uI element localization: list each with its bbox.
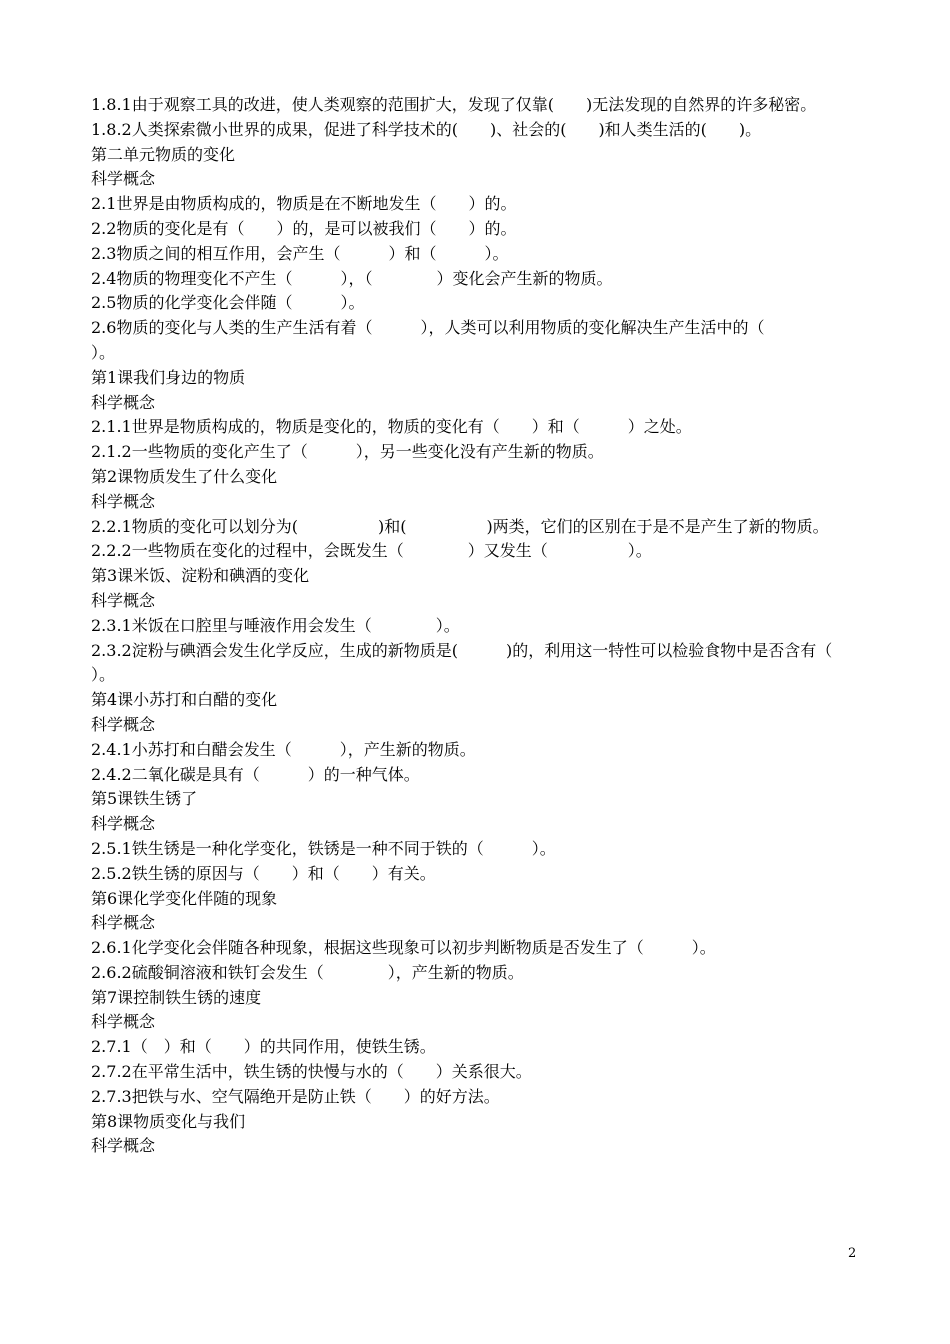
section-label: 科学概念 <box>91 491 156 511</box>
text-line: 2.4物质的物理变化不产生（ ），（ ）变化会产生新的物质。 <box>91 268 613 288</box>
text-line: 2.1.2一些物质的变化产生了（ ），另一些变化没有产生新的物质。 <box>91 442 604 462</box>
lesson-heading: 第5课铁生锈了 <box>91 789 198 809</box>
section-label: 科学概念 <box>91 392 156 412</box>
text-line: 2.2物质的变化是有（ ）的，是可以被我们（ ）的。 <box>91 218 517 238</box>
section-label: 科学概念 <box>91 590 156 610</box>
section-label: 科学概念 <box>91 913 156 933</box>
text-line: 1.8.2人类探索微小世界的成果，促进了科学技术的( )、社会的( )和人类生活的( )。 <box>91 119 762 139</box>
section-label: 科学概念 <box>91 814 156 834</box>
text-line: 2.6.2硫酸铜溶液和铁钉会发生（ ），产生新的物质。 <box>91 962 524 982</box>
text-line: 2.5.1铁生锈是一种化学变化，铁锈是一种不同于铁的（ ）。 <box>91 838 556 858</box>
text-line: 2.5.2铁生锈的原因与（ ）和（ ）有关。 <box>91 863 436 883</box>
text-line: 2.4.2二氧化碳是具有（ ）的一种气体。 <box>91 764 420 784</box>
unit-heading: 第二单元物质的变化 <box>91 144 236 164</box>
lesson-heading: 第4课小苏打和白醋的变化 <box>91 690 278 710</box>
lesson-heading: 第7课控制铁生锈的速度 <box>91 987 262 1007</box>
text-line: 1.8.1由于观察工具的改进，使人类观察的范围扩大，发现了仅靠( )无法发现的自然界的许多秘密。 <box>91 95 817 114</box>
text-line: 2.7.1（ ）和（ ）的共同作用，使铁生锈。 <box>91 1037 436 1057</box>
section-label: 科学概念 <box>91 714 156 734</box>
text-line: 2.2.2一些物质在变化的过程中，会既发生（ ）又发生（ ）。 <box>91 541 652 561</box>
text-line: 2.7.2在平常生活中，铁生锈的快慢与水的（ ）关系很大。 <box>91 1062 532 1082</box>
lesson-heading: 第1课我们身边的物质 <box>91 367 246 387</box>
text-line: 2.1.1世界是物质构成的，物质是变化的，物质的变化有（ ）和（ ）之处。 <box>91 417 692 437</box>
text-line: 2.6.1化学变化会伴随各种现象，根据这些现象可以初步判断物质是否发生了（ ）。 <box>91 938 716 958</box>
lesson-heading: 第3课米饭、淀粉和碘酒的变化 <box>91 566 310 586</box>
text-line: 2.3.2淀粉与碘酒会发生化学反应，生成的新物质是( )的，利用这一特性可以检验食物中是否含有（ ）。 <box>91 640 881 685</box>
lesson-heading: 第6课化学变化伴随的现象 <box>91 888 278 908</box>
text-line: 2.4.1小苏打和白醋会发生（ ），产生新的物质。 <box>91 739 476 759</box>
text-line: 2.2.1物质的变化可以划分为( )和( )两类，它们的区别在于是不是产生了新的物质。 <box>91 516 829 536</box>
text-line: 2.3物质之间的相互作用，会产生（ ）和（ ）。 <box>91 243 509 263</box>
section-label: 科学概念 <box>91 169 156 189</box>
text-line: 2.6物质的变化与人类的生产生活有着（ ），人类可以利用物质的变化解决生产生活中的（ ）。 <box>91 318 845 362</box>
page-number: 2 <box>848 1246 857 1261</box>
text-line: 2.7.3把铁与水、空气隔绝开是防止铁（ ）的好方法。 <box>91 1086 500 1106</box>
section-label: 科学概念 <box>91 1012 156 1032</box>
text-line: 2.1世界是由物质构成的，物质是在不断地发生（ ）的。 <box>91 194 517 214</box>
text-line: 2.5物质的化学变化会伴随（ ）。 <box>91 293 365 313</box>
section-label: 科学概念 <box>91 1136 156 1156</box>
text-line: 2.3.1米饭在口腔里与唾液作用会发生（ ）。 <box>91 615 460 635</box>
lesson-heading: 第8课物质变化与我们 <box>91 1111 246 1131</box>
document-body <box>91 93 881 1159</box>
lesson-heading: 第2课物质发生了什么变化 <box>91 466 278 486</box>
